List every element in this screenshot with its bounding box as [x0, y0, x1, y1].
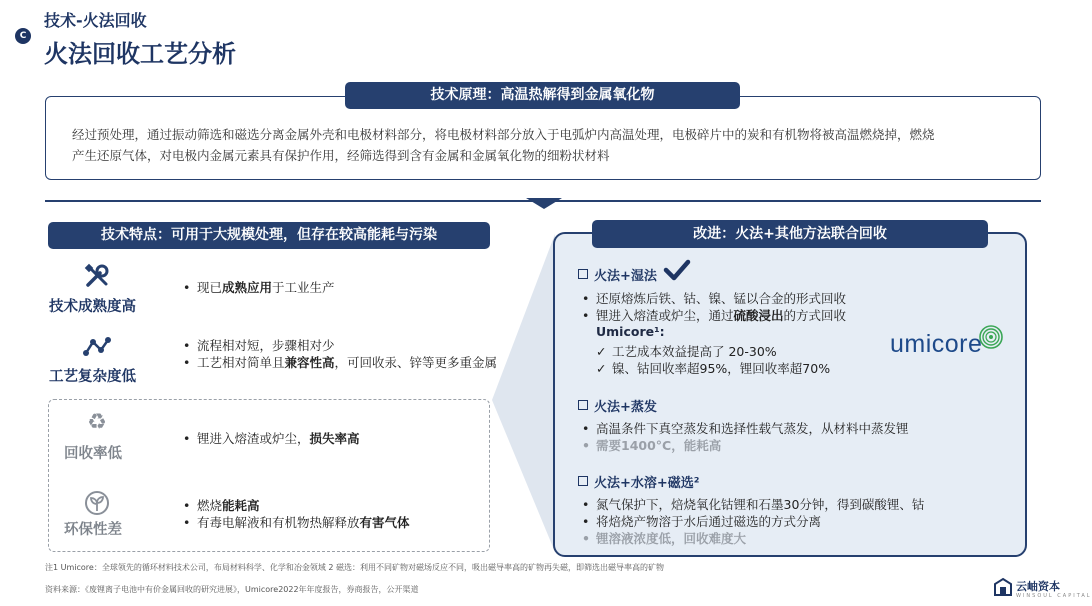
- feature-bullets-environment: [183, 497, 483, 531]
- list-item-muted: • 锂溶液浓度低，回收难度大: [582, 530, 1017, 547]
- features-title: 技术特点：可用于大规模处理，但存在较高能耗与污染: [48, 222, 490, 249]
- method-bullets-water-magnetic: [582, 496, 1017, 547]
- list-item: • 还原熔炼后铁、钴、镍、锰以合金的形式回收: [582, 290, 892, 307]
- tools-icon: [77, 262, 117, 296]
- list-item: • 锂进入熔渣或炉尘，损失率高: [183, 430, 483, 447]
- list-item: • 现已成熟应用于工业生产: [183, 279, 483, 296]
- method-bullets-evaporation: [582, 420, 1012, 454]
- checkbox-icon: [578, 269, 588, 279]
- umicore-logo: [890, 330, 982, 359]
- list-item: • 流程相对短，步骤相对少: [183, 337, 503, 354]
- recycle-icon: ♻: [87, 410, 107, 435]
- feature-bullets-maturity: [183, 279, 483, 296]
- page-title: 火法回收工艺分析: [44, 40, 236, 68]
- feature-bullets-complexity: [183, 337, 503, 371]
- feature-label-maturity: 技术成熟度高: [49, 299, 136, 315]
- method-bullets-hydro: [582, 290, 892, 324]
- method-title-hydro: 火法+湿法: [578, 265, 657, 284]
- feature-bullets-recovery: [183, 430, 483, 447]
- brand-subtitle: WINSOUL CAPITAL: [1016, 593, 1092, 599]
- list-item: • 高温条件下真空蒸发和选择性载气蒸发，从材料中蒸发锂: [582, 420, 1012, 437]
- list-item: • 氮气保护下，焙烧氧化钴锂和石墨30分钟，得到碳酸锂、钴: [582, 496, 1017, 513]
- checkbox-icon: [578, 476, 588, 486]
- principle-text: [72, 124, 1022, 166]
- feature-label-environment: 环保性差: [64, 522, 122, 538]
- list-item: • 锂进入熔渣或炉尘，通过硫酸浸出的方式回收: [582, 307, 892, 324]
- principle-line-2: 产生还原气体，对电极内金属元素具有保护作用，经筛选得到含有金属和金属氧化物的细粉状材料: [72, 148, 610, 163]
- feature-label-complexity: 工艺复杂度低: [49, 369, 136, 385]
- footnote: 注1 Umicore：全球领先的循环材料技术公司，布局材料科学、化学和冶金领域 2 磁选：利用不同矿物对磁场反应不同，吸出磁导率高的矿物再失磁，即筛选出磁导率高的矿物: [45, 563, 665, 572]
- section-label: 技术-火法回收: [44, 11, 147, 30]
- umicore-results: [596, 343, 886, 377]
- brand-name: 云岫资本: [1016, 580, 1060, 593]
- umicore-swirl-icon: [978, 324, 1004, 350]
- principle-title: 技术原理：高温热解得到金属氧化物: [345, 82, 740, 109]
- method-title-evaporation: 火法+蒸发: [578, 396, 657, 415]
- umicore-label: Umicore¹:: [596, 324, 665, 339]
- list-item: ✓ 镍、钴回收率超95%，锂回收率超70%: [596, 360, 886, 377]
- brand-mark-icon: [994, 578, 1012, 596]
- section-badge: C: [15, 28, 31, 44]
- checkmark-icon: [663, 259, 691, 281]
- list-item: • 燃烧能耗高: [183, 497, 483, 514]
- method-title-water-magnetic: 火法+水溶+磁选²: [578, 472, 699, 491]
- source-note: 资料来源：《废锂离子电池中有价金属回收的研究进展》，Umicore2022年年度报告，券商报告，公开渠道: [45, 585, 419, 594]
- principle-line-1: 经过预处理，通过振动筛选和磁选分离金属外壳和电极材料部分，将电极材料部分放入于电弧炉内高温处理，电极碎片中的炭和有机物将被高温燃烧掉，燃烧: [72, 127, 935, 142]
- list-item: • 将焙烧产物溶于水后通过磁选的方式分离: [582, 513, 1017, 530]
- list-item: ✓ 工艺成本效益提高了 20-30%: [596, 343, 886, 360]
- process-nodes-icon: [77, 336, 117, 364]
- improvement-title: 改进：火法+其他方法联合回收: [592, 220, 988, 248]
- checkbox-icon: [578, 400, 588, 410]
- divider-arrow-icon: [526, 198, 562, 209]
- list-item: • 工艺相对简单且兼容性高，可回收汞、锌等更多重金属: [183, 354, 503, 371]
- list-item: • 有毒电解液和有机物热解释放有害气体: [183, 514, 483, 531]
- feature-label-recovery: 回收率低: [64, 446, 122, 462]
- panel-connector: [492, 232, 556, 554]
- list-item-muted: • 需要1400°C，能耗高: [582, 437, 1012, 454]
- umicore-logo-text: umicore: [890, 330, 983, 358]
